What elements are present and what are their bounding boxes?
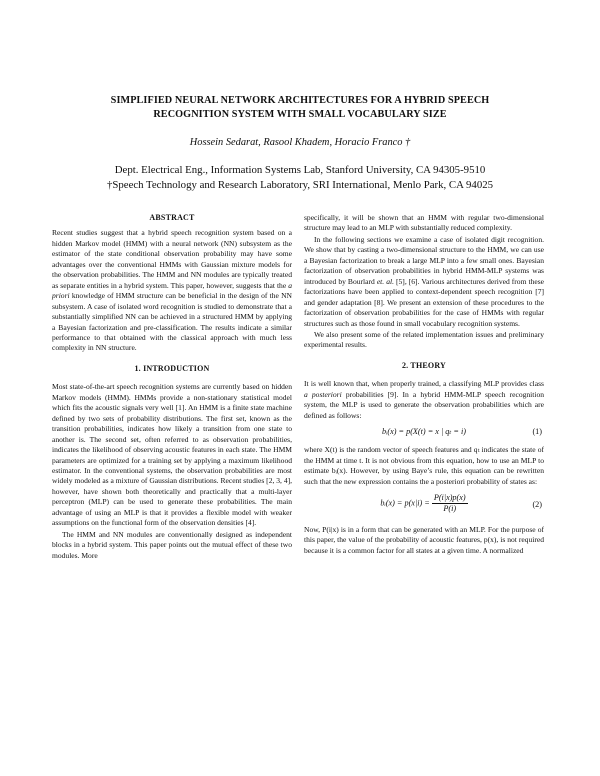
paper-title — [60, 94, 540, 122]
intro-paragraph-4: We also present some of the related implementation issues and preliminary experimental results. — [304, 329, 544, 350]
theory-paragraph-1-emphasis: a posteriori — [304, 389, 342, 399]
equation-2-fraction — [432, 493, 468, 515]
intro-paragraph-2: The HMM and NN modules are conventionally designed as independent blocks in a hybrid system. This paper points out the mutual effect of these two modules. More — [52, 529, 292, 560]
equation-1-body: bᵢ(x) = p(X(t) = x | qₜ = i) — [382, 427, 466, 437]
intro-paragraph-2-cont: specifically, it will be shown that an HMM with regular two-dimensional structure may lead to an MLP with substantially reduced complexity. — [304, 213, 544, 233]
intro-heading: 1. INTRODUCTION — [134, 363, 210, 373]
right-column — [304, 213, 544, 557]
theory-paragraph-1-part-2: probabilities [9]. In a hybrid HMM-MLP speech recognition system, the MLP is used to generate the observation probabilities which are defined as follows: — [304, 389, 545, 420]
equation-2 — [304, 493, 544, 519]
theory-paragraph-3: Now, P(i|x) is in a form that can be generated with an MLP. For the purpose of this paper, the value of the probability of acoustic features, p(x), is not required because it is a common factor for all states at a given time. A normalized — [304, 524, 544, 555]
title-line-2: RECOGNITION SYSTEM WITH SMALL VOCABULARY SIZE — [153, 109, 447, 120]
equation-2-lhs: bᵢ(x) = p(x|i) = — [380, 498, 430, 508]
intro-paragraph-3-part-1: In the following sections we examine a case of isolated digit recognition. We show that by casting a two-dimensional structure to the HMM, we can use a Bayesian factorization to break a large MLP into a few small ones. Bayesian factorization of observation probabilities in hybrid HMM-MLP systems was introduced by Bourlard — [304, 234, 544, 286]
equation-2-number: (2) — [532, 499, 542, 509]
equation-1-number: (1) — [532, 427, 542, 437]
abstract-text-part-1: Recent studies suggest that a hybrid speech recognition system based on a hidden Markov model (HMM) with a neural network (NN) subsystem as the estimator of the state conditional observation probability may have some advantages over the conventional HMMs with Gaussian mixture models for the observation probabilities. The HMM and NN modules are typically treated as separate entities in a hybrid system. This paper, however, suggests that the — [52, 228, 292, 290]
intro-paragraph-1: Most state-of-the-art speech recognition systems are currently based on hidden Markov models (HMM). HMMs provide a non-stationary statistical model which fits the acoustic signals very well [1]. An HMM is a finite state machine defined by two sets of probability distributions. The first set, known as the transition probabilities, indicates how likely a transition from one state to another is. The second set, often referred to as observation probabilities, indicates the likelihood of observing acoustic features in each state. The HMM parameters are optimized for a training set by applying a maximum likelihood estimator. In the conventional systems, the observation probabilities are most widely modeled as a mixture of Gaussian distributions. Recent studies [2, 3, 4], however, have shown both theoretically and practically that a multi-layer perceptron (MLP) can be used to generate these probabilities. The main advantage of using an MLP is that it provides a flexible model with weaker assumptions on the functional form of the observation densities [4]. — [52, 382, 292, 528]
equation-1 — [304, 427, 544, 439]
theory-paragraph-2: where X(t) is the random vector of speech features and qₜ indicates the state of the HMM at time t. It is not obvious from this equation, how to use an MLP to estimate bᵢ(x). However, by using Baye’s rule, this equation can be rewritten such that the new expression contains the a posteriori probability of states as: — [304, 445, 544, 486]
affiliation-line-1: Dept. Electrical Eng., Information Systems Lab, Stanford University, CA 94305-9510 — [114, 164, 486, 176]
equation-2-numerator: P(i|x)p(x) — [432, 493, 468, 504]
abstract-text-emphasis: a priori — [52, 280, 292, 301]
title-line-1: SIMPLIFIED NEURAL NETWORK ARCHITECTURES FOR A HYBRID SPEECH — [110, 95, 490, 106]
theory-paragraph-1-part-1: It is well known that, when properly trained, a classifying MLP provides class — [304, 379, 544, 389]
theory-paragraph-1 — [304, 379, 544, 421]
author-list: Hossein Sedarat, Rasool Khadem, Horacio Franco † — [189, 137, 411, 148]
affiliation-line-2: †Speech Technology and Research Laboratory, SRI International, Menlo Park, CA 94025 — [106, 179, 494, 191]
equation-2-denominator: P(i) — [443, 504, 457, 514]
theory-heading: 2. THEORY — [401, 360, 447, 370]
abstract-text-part-2: knowledge of HMM structure can be beneficial in the design of the NN subsystem. A case of isolated word recognition is studied to demonstrate that a substantially simplified NN can be achieved in a structured HMM by applying a Bayesian factorization and pre-classification. The results indicate a similar performance to that obtained with the classical approach with much less complexity in NN structure. — [52, 291, 292, 353]
left-column — [52, 213, 292, 562]
abstract-text — [52, 228, 292, 353]
intro-paragraph-3-part-2: [5], [6]. Various architectures derived from these factorizations have been applied to context-dependent speech recognition [7] and gender adaptation [8]. We present an extension of these procedures to the factorization of observation probabilities for the case of HMMs with regular structures such as those found in small vocabulary recognition systems. — [304, 276, 544, 328]
abstract-heading: ABSTRACT — [149, 213, 195, 222]
intro-paragraph-3 — [304, 235, 544, 329]
intro-paragraph-3-emphasis: et. al. — [376, 276, 394, 286]
affiliations — [40, 163, 560, 193]
